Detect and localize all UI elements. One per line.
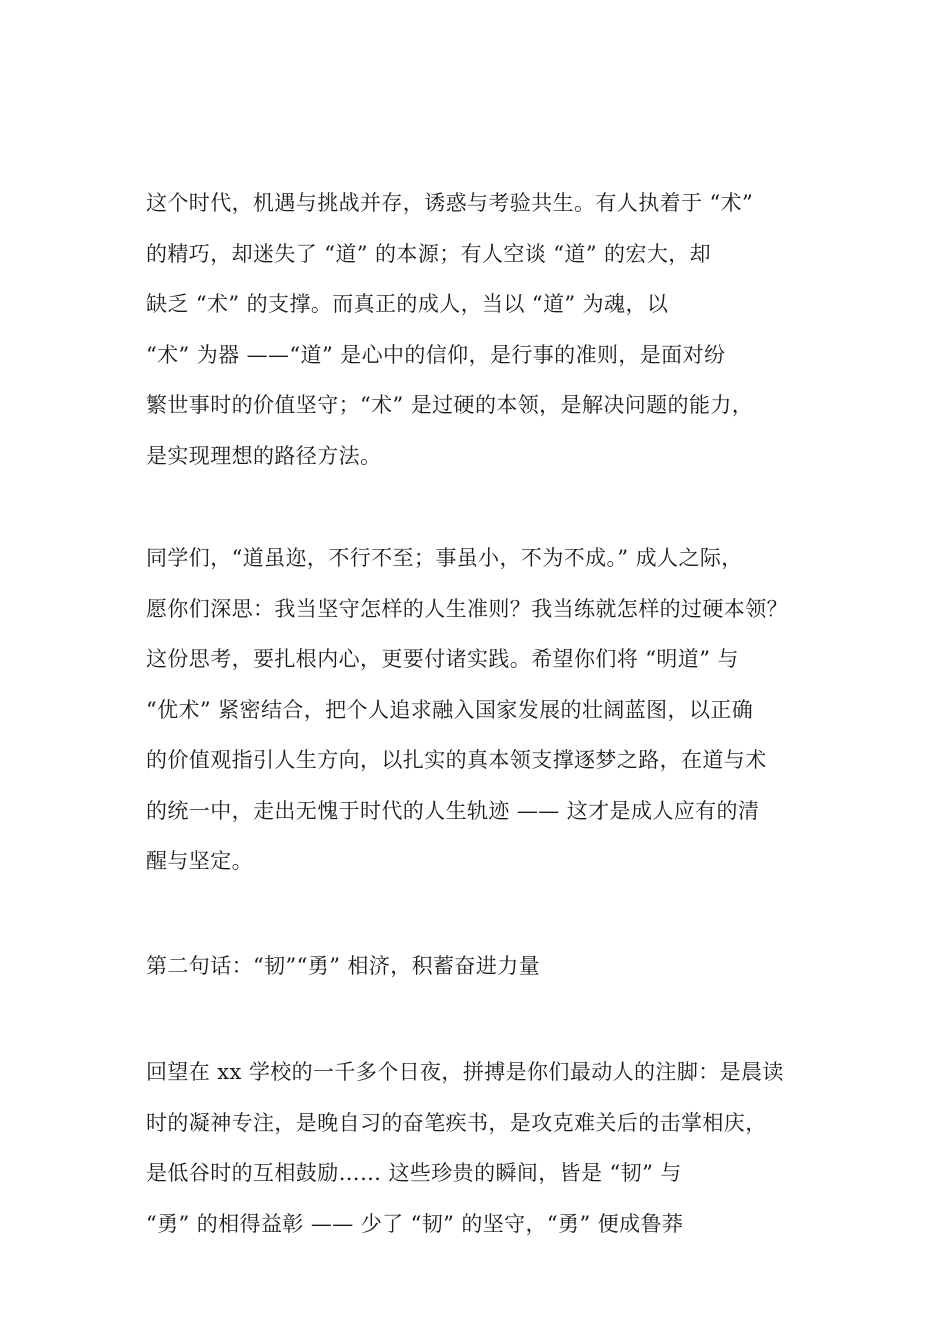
text-line: 繁世事时的价值坚守；“术” 是过硬的本领，是解决问题的能力， [146, 393, 754, 417]
text-line: “术” 为器 ——“道” 是心中的信仰，是行事的准则，是面对纷 [146, 342, 726, 367]
text-line: 的统一中，走出无愧于时代的人生轨迹 —— 这才是成人应有的清 [146, 798, 760, 823]
text-line: 这个时代，机遇与挑战并存，诱惑与考验共生。有人执着于 “术” [146, 191, 754, 215]
text-line: 是实现理想的路径方法。 [146, 443, 382, 468]
text-line: 时的凝神专注，是晚自习的奋笔疾书，是攻克难关后的击掌相庆， [146, 1110, 767, 1135]
section-heading [146, 941, 836, 992]
paragraph-look-back [146, 1047, 836, 1249]
text-line: 回望在 xx 学校的一千多个日夜，拼搏是你们最动人的注脚：是晨读 [146, 1060, 784, 1084]
section-heading-text: 第二句话：“韧”“勇” 相济，积蓄奋进力量 [146, 953, 541, 978]
text-line: 缺乏 “术” 的支撑。而真正的成人，当以 “道” 为魂，以 [146, 292, 669, 316]
text-line: 是低谷时的互相鼓励…… 这些珍贵的瞬间，皆是 “韧” 与 [146, 1161, 682, 1185]
text-line: 的价值观指引人生方向，以扎实的真本领支撑逐梦之路，在道与术 [146, 748, 767, 772]
paragraph-gap [146, 887, 836, 941]
text-line: “勇” 的相得益彰 —— 少了 “韧” 的坚守，“勇” 便成鲁莽 [146, 1211, 684, 1236]
paragraph-gap [146, 991, 836, 1047]
text-line: 醒与坚定。 [146, 849, 253, 873]
text-line: 的精巧，却迷失了 “道” 的本源；有人空谈 “道” 的宏大，却 [146, 241, 712, 266]
paragraph-gap [146, 481, 836, 533]
text-line: 这份思考，要扎根内心，更要付诸实践。希望你们将 “明道” 与 [146, 647, 739, 671]
text-line: “优术” 紧密结合，把个人追求融入国家发展的壮阔蓝图，以正确 [146, 697, 754, 722]
paragraph-dao-shu [146, 178, 836, 481]
text-line: 愿你们深思：我当坚守怎样的人生准则？我当练就怎样的过硬本领？ [146, 596, 788, 621]
text-line: 同学们，“道虽迩，不行不至；事虽小，不为不成。” 成人之际， [146, 546, 743, 570]
paragraph-students [146, 533, 836, 887]
document-body [146, 178, 836, 1249]
